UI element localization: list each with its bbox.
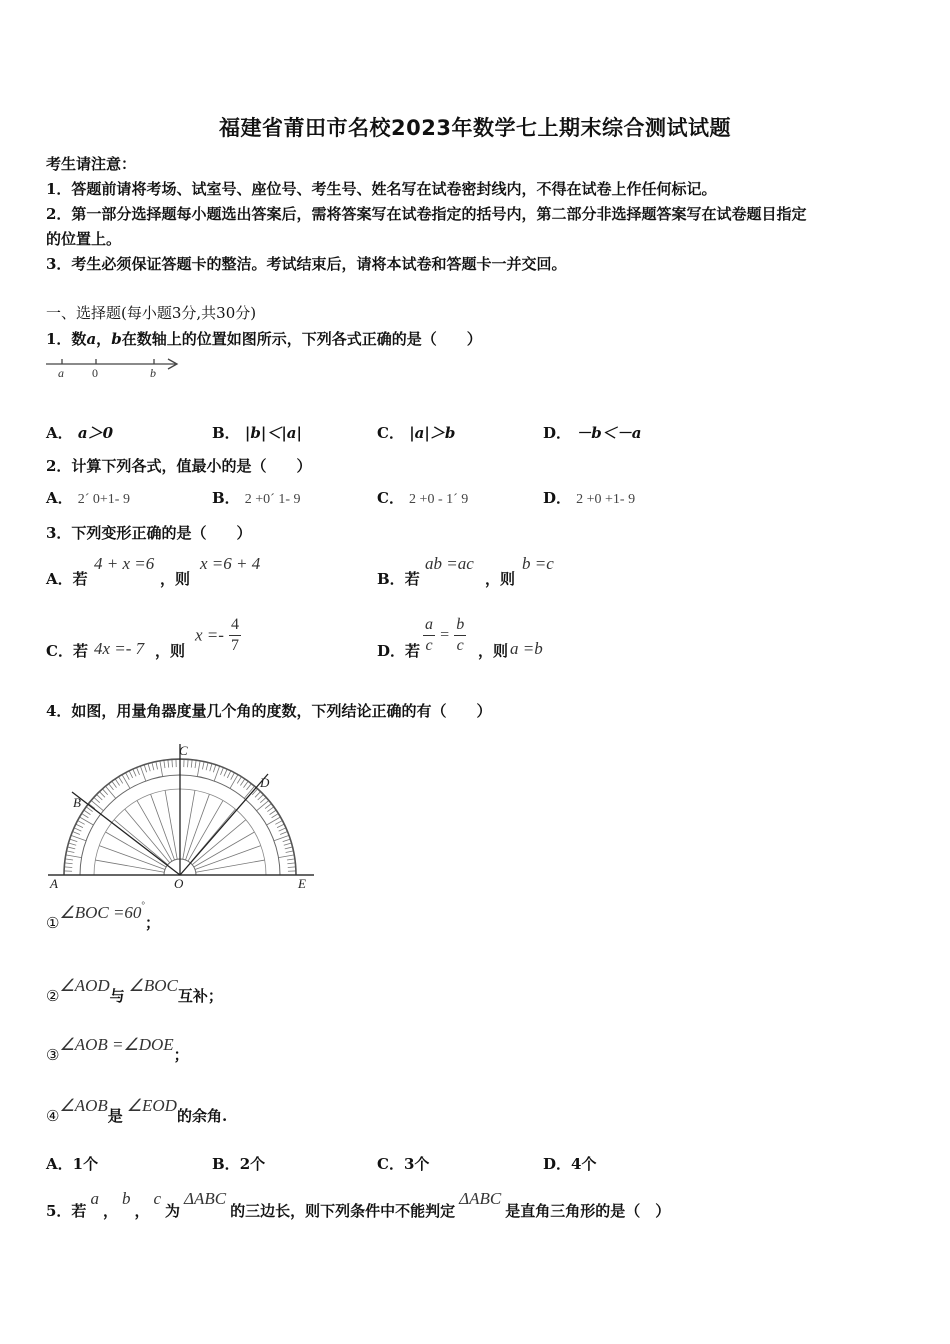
protractor-radial-line xyxy=(151,794,175,860)
protractor-tick xyxy=(206,762,208,770)
point-label-d: D xyxy=(260,775,270,790)
protractor-radial-line xyxy=(192,820,246,865)
protractor-tick xyxy=(283,839,291,841)
protractor-tick xyxy=(227,771,231,778)
protractor-radial-line xyxy=(183,790,195,859)
protractor-tick xyxy=(230,775,238,789)
protractor-tick xyxy=(65,859,73,860)
q1-option-c[interactable]: C． |a|＞b xyxy=(377,424,456,442)
notice-item-2: 2．第一部分选择题每小题选出答案后，需将答案写在试卷指定的括号内，第二部分非选择题答案写在试卷题目指定 xyxy=(46,205,807,223)
protractor-tick xyxy=(240,779,244,786)
question-4-stem: 4．如图，用量角器度量几个角的度数，下列结论正确的有（ ） xyxy=(46,702,492,720)
protractor-tick xyxy=(286,851,294,853)
question-5-stem: 5．若a，b，c为ΔABC的三边长，则下列条件中不能判定ΔABC是直角三角形的是（ ） xyxy=(46,1189,671,1220)
protractor-tick xyxy=(97,794,103,800)
notice-heading: 考生请注意： xyxy=(46,155,137,173)
q3-option-b-label[interactable]: B．若 xyxy=(377,570,420,588)
statement-1: ①∠BOC =60°； xyxy=(46,900,161,932)
q3-option-b-condition: ab =ac xyxy=(425,554,474,573)
protractor-tick xyxy=(277,824,284,828)
protractor-tick xyxy=(287,863,295,864)
protractor-tick xyxy=(197,761,200,777)
statement-4: ④∠AOB是∠EOD的余角. xyxy=(46,1096,228,1125)
q2-option-a[interactable]: A． 2´ 0+1- 9 xyxy=(46,489,130,507)
q4-option-c[interactable]: C．3个 xyxy=(377,1155,430,1173)
question-1-stem: 1．数a，b在数轴上的位置如图所示，下列各式正确的是（ ） xyxy=(46,330,482,348)
protractor-tick xyxy=(237,777,241,784)
q4-option-d[interactable]: D．4个 xyxy=(543,1155,597,1173)
q3-option-b-result: b =c xyxy=(522,554,554,573)
protractor-tick xyxy=(82,814,89,818)
q1-option-a[interactable]: A． a＞0 xyxy=(46,424,114,442)
q1-option-b[interactable]: B． |b|＜|a| xyxy=(212,424,302,442)
question-3-stem: 3．下列变形正确的是（ ） xyxy=(46,524,252,542)
protractor-tick xyxy=(202,762,204,770)
protractor-tick xyxy=(64,867,72,868)
protractor-tick xyxy=(270,810,277,814)
protractor-tick xyxy=(260,797,266,802)
protractor-tick xyxy=(74,828,81,831)
protractor-tick xyxy=(65,863,73,864)
protractor-tick xyxy=(80,817,94,825)
protractor-tick xyxy=(76,824,83,828)
q3-option-c-label[interactable]: C．若 xyxy=(46,642,88,660)
protractor-tick xyxy=(267,807,273,812)
protractor-radial-line xyxy=(99,846,165,870)
protractor-tick xyxy=(78,821,85,825)
protractor-tick xyxy=(164,760,165,768)
protractor-tick xyxy=(68,843,76,845)
q3-option-a-then: ，则 xyxy=(160,570,191,588)
protractor-tick xyxy=(109,784,114,790)
statement-2: ②∠AOD与∠BOC互补； xyxy=(46,976,223,1005)
protractor-tick xyxy=(191,760,192,768)
notice-item-2-cont: 的位置上。 xyxy=(46,230,122,248)
protractor-tick xyxy=(195,760,196,768)
protractor-tick xyxy=(244,786,254,798)
fraction-b-c: $\frac{b}{c}$ xyxy=(456,616,465,654)
q4-option-a[interactable]: A．1个 xyxy=(46,1155,99,1173)
q3-option-b-then: ，则 xyxy=(485,570,516,588)
protractor-tick xyxy=(102,789,107,795)
protractor-figure xyxy=(42,738,322,890)
protractor-tick xyxy=(99,792,105,798)
q2-option-d[interactable]: D． 2 +0 +1- 9 xyxy=(543,489,636,507)
fraction-4-7: $\frac{4}{7}$ xyxy=(231,616,240,654)
section-heading: 一、选择题(每小题3分,共30分) xyxy=(46,304,257,322)
protractor-tick xyxy=(112,781,117,787)
q3-option-a-label[interactable]: A．若 xyxy=(46,570,88,588)
protractor-tick xyxy=(258,794,264,800)
number-line-figure xyxy=(44,354,184,380)
protractor-tick xyxy=(84,810,91,814)
protractor-tick xyxy=(213,765,215,773)
protractor-tick xyxy=(220,767,223,774)
protractor-tick xyxy=(67,847,75,849)
protractor-tick xyxy=(66,855,82,858)
page-title: 福建省莆田市名校2023年数学七上期末综合测试试题 xyxy=(219,116,731,140)
q3-option-d-result: a =b xyxy=(510,639,543,658)
q1-option-d[interactable]: D． －b＜－a xyxy=(543,424,642,442)
protractor-radial-line xyxy=(195,846,261,870)
statement-3: ③∠AOB =∠DOE； xyxy=(46,1035,189,1064)
protractor-tick xyxy=(275,821,282,825)
fraction-a-c: $\frac{a}{c}$ xyxy=(425,616,433,654)
protractor-radial-line xyxy=(165,790,177,859)
q3-option-a-result: x =6 + 4 xyxy=(200,554,261,573)
protractor-tick xyxy=(265,804,271,809)
protractor-tick xyxy=(119,777,123,784)
protractor-tick xyxy=(160,761,163,777)
axis-label-a: a xyxy=(58,366,64,380)
protractor-tick xyxy=(168,760,169,768)
protractor-tick xyxy=(278,855,294,858)
q3-option-d-condition: $\frac{a}{c}$ = $\frac{b}{c}$ xyxy=(425,616,465,654)
protractor-radial-line xyxy=(137,801,172,862)
protractor-tick xyxy=(287,859,295,860)
protractor-tick xyxy=(156,762,158,770)
protractor-tick xyxy=(246,784,251,790)
protractor-tick xyxy=(115,779,119,786)
protractor-tick xyxy=(148,763,150,771)
protractor-tick xyxy=(231,773,235,780)
point-label-a: A xyxy=(50,876,58,890)
protractor-tick xyxy=(280,832,287,835)
axis-label-b: b xyxy=(150,366,156,380)
protractor-tick xyxy=(152,762,154,770)
protractor-tick xyxy=(72,832,79,835)
protractor-tick xyxy=(67,851,75,853)
protractor-tick xyxy=(284,843,292,845)
q3-option-d-then: ，则 xyxy=(478,642,509,660)
protractor-tick xyxy=(129,771,133,778)
protractor-tick xyxy=(144,765,146,773)
q3-option-c-condition: 4x =- 7 xyxy=(94,639,145,658)
point-label-b: B xyxy=(73,795,81,810)
q2-option-b[interactable]: B． 2 +0´ 1- 9 xyxy=(212,489,301,507)
protractor-tick xyxy=(188,759,189,767)
q3-option-c-then: ，则 xyxy=(155,642,186,660)
protractor-radial-line xyxy=(114,820,168,865)
q3-option-d-label[interactable]: D．若 xyxy=(377,642,421,660)
question-2-stem: 2．计算下列各式，值最小的是（ ） xyxy=(46,457,312,475)
q4-option-b[interactable]: B．2个 xyxy=(212,1155,266,1173)
protractor-tick xyxy=(133,769,136,776)
protractor-tick xyxy=(122,775,130,789)
protractor-tick xyxy=(288,867,296,868)
protractor-tick xyxy=(255,792,261,798)
protractor-tick xyxy=(94,797,100,802)
protractor-radial-line xyxy=(106,832,167,867)
protractor-tick xyxy=(172,759,173,767)
point-label-c: C xyxy=(179,743,188,758)
protractor-tick xyxy=(285,847,293,849)
notice-item-1: 1．答题前请将考场、试室号、座位号、考生号、姓名写在试卷密封线内，不得在试卷上作任何标记。 xyxy=(46,180,717,198)
point-label-o: O xyxy=(174,876,184,890)
protractor-radial-line xyxy=(95,860,164,872)
protractor-tick xyxy=(243,781,248,787)
protractor-tick xyxy=(91,800,103,810)
protractor-tick xyxy=(210,763,212,771)
protractor-radial-line xyxy=(185,794,209,860)
protractor-tick xyxy=(279,828,286,831)
q2-option-c[interactable]: C． 2 +0 - 1´ 9 xyxy=(377,489,469,507)
protractor-radial-line xyxy=(125,809,170,863)
q3-option-a-condition: 4 + x =6 xyxy=(94,554,155,573)
axis-label-zero: 0 xyxy=(92,366,98,380)
protractor-tick xyxy=(267,817,281,825)
protractor-tick xyxy=(105,786,115,798)
protractor-radial-line xyxy=(196,860,265,872)
q3-option-c-result: x =- $\frac{4}{7}$ xyxy=(195,616,240,654)
protractor-tick xyxy=(224,769,227,776)
protractor-tick xyxy=(272,814,279,818)
protractor-tick xyxy=(137,767,140,774)
protractor-tick xyxy=(70,839,78,841)
notice-item-3: 3．考生必须保证答题卡的整洁。考试结束后，请将本试卷和答题卡一并交回。 xyxy=(46,255,567,273)
point-label-e: E xyxy=(298,876,306,890)
protractor-tick xyxy=(126,773,130,780)
protractor-tick xyxy=(257,800,269,810)
